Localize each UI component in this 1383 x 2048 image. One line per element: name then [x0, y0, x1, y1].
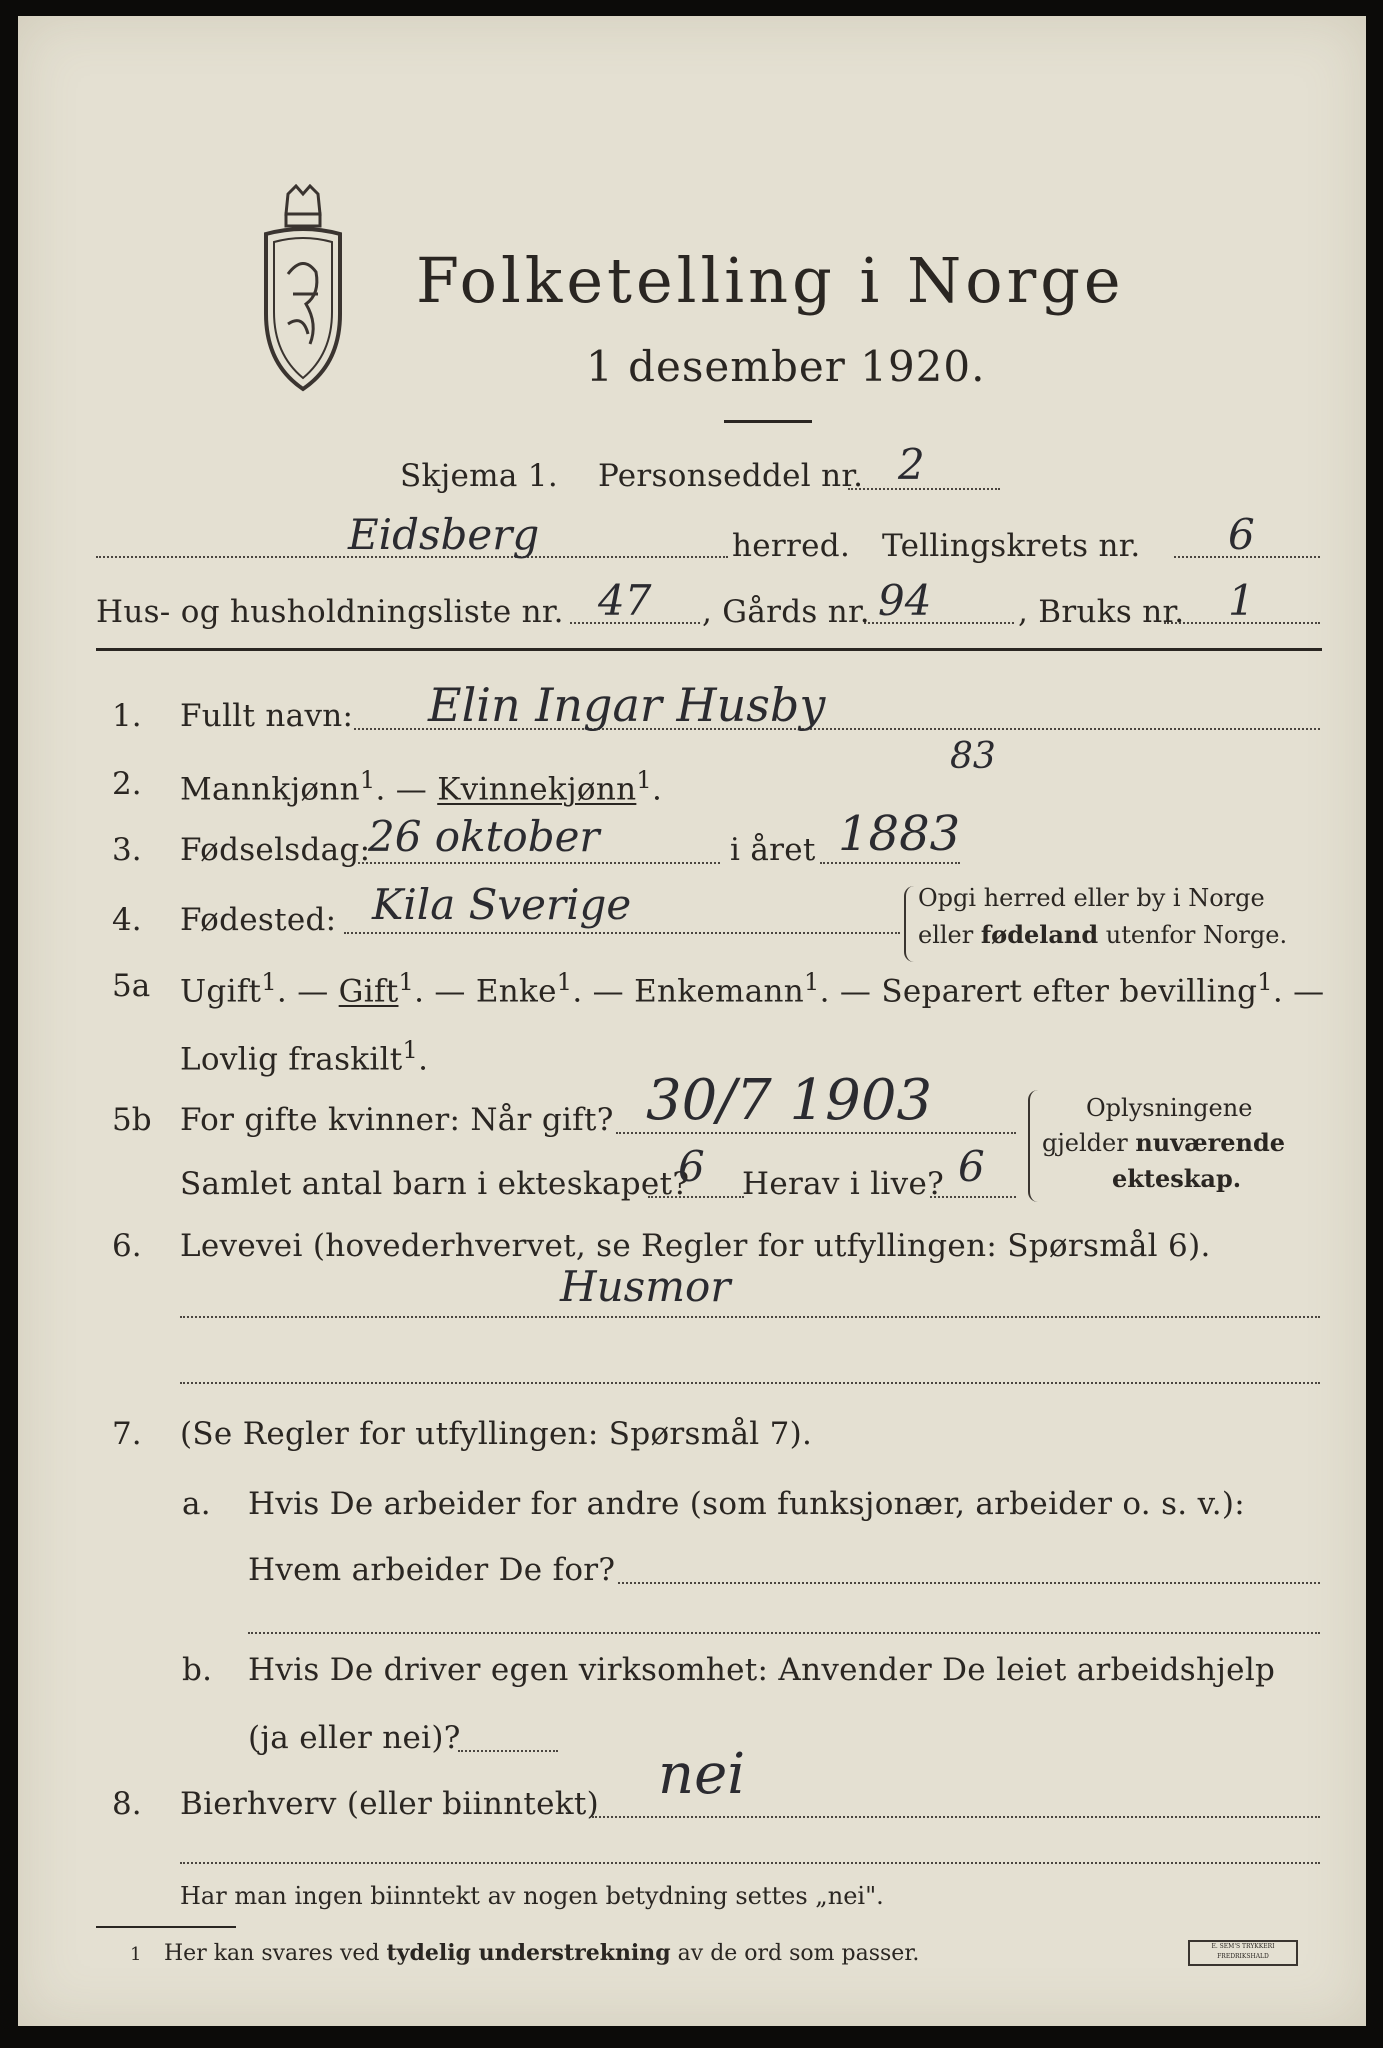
q8-label: Bierhverv (eller biinntekt)	[180, 1786, 600, 1822]
q1-number: 1.	[112, 698, 142, 734]
q7a-line1[interactable]	[618, 1582, 1320, 1584]
hus-label: Hus- og husholdningsliste nr.	[96, 594, 564, 630]
personseddel-label: Personseddel nr.	[598, 458, 864, 494]
q3-date-line	[358, 862, 720, 864]
form-date: 1 desember 1920.	[586, 342, 986, 391]
q5b-note-line2: gjelder nuværende	[1042, 1128, 1286, 1157]
q5b-note-line3: ekteskap.	[1112, 1164, 1242, 1193]
q3-year-label: i året	[730, 832, 816, 868]
q7b-line[interactable]	[458, 1750, 558, 1752]
q5b-brace	[1028, 1090, 1040, 1202]
q6-line2	[180, 1382, 1320, 1384]
q5b-number: 5b	[112, 1102, 152, 1138]
q3-year-value[interactable]: 1883	[838, 806, 961, 862]
q5a-number: 5a	[112, 968, 151, 1004]
herred-label: herred.	[732, 528, 851, 564]
gards-label: , Gårds nr.	[702, 594, 870, 630]
q5b-children-value[interactable]: 6	[678, 1142, 705, 1191]
q4-birthplace-value[interactable]: Kila Sverige	[372, 880, 632, 929]
q7a-question: Hvem arbeider De for?	[248, 1552, 616, 1588]
footnote-rule	[96, 1926, 236, 1928]
q5b-children-line	[648, 1196, 744, 1198]
q5a-fraskilt-row: Lovlig fraskilt$^1$.	[180, 1036, 429, 1078]
q5b-note-line1: Oplysningene	[1086, 1094, 1253, 1122]
q5a-gift-option[interactable]: Gift	[338, 973, 399, 1010]
q5a-enke-option[interactable]: Enke	[475, 973, 557, 1010]
q6-line1	[180, 1316, 1320, 1318]
q5a-options: Ugift$^1$. — Gift$^1$. — Enke$^1$. — Enkemann$^1$. — Separert efter bevilling$^1$. —	[180, 968, 1325, 1010]
footer-note: Har man ingen biinntekt av nogen betydning settes „nei".	[180, 1882, 884, 1910]
q5a-fraskilt-option[interactable]: Lovlig fraskilt	[180, 1041, 403, 1078]
herred-value[interactable]: Eidsberg	[348, 510, 540, 559]
q2-mann-option[interactable]: Mannkjønn	[180, 771, 360, 808]
q4-brace	[904, 886, 916, 962]
q7a-letter: a.	[182, 1486, 211, 1522]
title-divider	[724, 420, 812, 423]
q8-value[interactable]: nei	[658, 1742, 746, 1807]
q2-annotation: 83	[950, 736, 996, 777]
q7-label: (Se Regler for utfyllingen: Spørsmål 7).	[180, 1416, 813, 1452]
q4-number: 4.	[112, 902, 142, 938]
personseddel-value[interactable]: 2	[898, 440, 925, 489]
q2-kvinne-option[interactable]: Kvinnekjønn	[437, 771, 637, 808]
q7b-letter: b.	[182, 1652, 213, 1688]
footnote-text: Her kan svares ved tydelig understrekning av de ord som passer.	[164, 1940, 920, 1966]
q5a-ugift-option[interactable]: Ugift	[180, 973, 262, 1010]
norway-coat-of-arms-icon	[248, 184, 358, 399]
q8-line1	[592, 1816, 1320, 1818]
q4-note-line2: eller fødeland utenfor Norge.	[918, 920, 1288, 949]
census-form	[18, 16, 1366, 2026]
q3-label: Fødselsdag:	[180, 832, 371, 868]
tellingskrets-label: Tellingskrets nr.	[882, 528, 1141, 564]
gards-value[interactable]: 94	[878, 576, 932, 625]
q4-label: Fødested:	[180, 902, 337, 938]
q5b-married-value[interactable]: 30/7 1903	[646, 1068, 933, 1133]
q1-full-name-value[interactable]: Elin Ingar Husby	[428, 678, 826, 732]
q7b-question: (ja eller nei)?	[248, 1720, 461, 1756]
header-rule	[96, 648, 1322, 651]
bruks-label: , Bruks nr.	[1018, 594, 1185, 630]
q7a-text: Hvis De arbeider for andre (som funksjonær, arbeider o. s. v.):	[248, 1486, 1246, 1522]
q5b-children-label: Samlet antal barn i ekteskapet?	[180, 1166, 690, 1202]
q5b-alive-label: Herav i live?	[742, 1166, 945, 1202]
q3-birthday-value[interactable]: 26 oktober	[368, 812, 600, 861]
tellingskrets-value[interactable]: 6	[1228, 510, 1255, 559]
q5a-enkemann-option[interactable]: Enkemann	[634, 973, 805, 1010]
hus-value[interactable]: 47	[598, 576, 652, 625]
q5b-label: For gifte kvinner: Når gift?	[180, 1102, 614, 1138]
q3-year-line	[820, 862, 960, 864]
q7-number: 7.	[112, 1416, 142, 1452]
q6-occupation-value[interactable]: Husmor	[560, 1262, 731, 1311]
q4-line	[344, 932, 900, 934]
skjema-label: Skjema 1.	[400, 458, 558, 494]
q2-number: 2.	[112, 766, 142, 802]
bruks-value[interactable]: 1	[1228, 576, 1255, 625]
q6-label: Levevei (hovederhvervet, se Regler for utfyllingen: Spørsmål 6).	[180, 1228, 1211, 1264]
q7a-line2[interactable]	[248, 1632, 1320, 1634]
q5a-separert-option[interactable]: Separert efter bevilling	[881, 973, 1258, 1010]
q8-line2	[180, 1862, 1320, 1864]
q6-number: 6.	[112, 1228, 142, 1264]
q3-number: 3.	[112, 832, 142, 868]
q7b-text: Hvis De driver egen virksomhet: Anvender De leiet arbeidshjelp	[248, 1652, 1276, 1688]
form-title: Folketelling i Norge	[416, 244, 1125, 317]
q8-number: 8.	[112, 1786, 142, 1822]
footnote-number: 1	[130, 1944, 142, 1965]
q2-options: Mannkjønn$^1$. — Kvinnekjønn$^1$.	[180, 766, 663, 808]
printer-stamp: E. SEM'S TRYKKERI FREDRIKSHALD	[1188, 1940, 1298, 1966]
q1-label: Fullt navn:	[180, 698, 354, 734]
q5b-alive-value[interactable]: 6	[958, 1142, 985, 1191]
q4-note-line1: Opgi herred eller by i Norge	[918, 884, 1265, 912]
q5b-alive-line	[930, 1196, 1016, 1198]
